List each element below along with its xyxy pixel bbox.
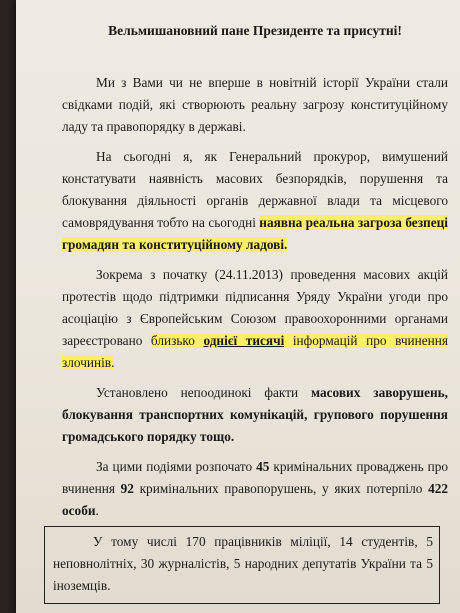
paragraph-4 bbox=[62, 382, 448, 448]
paragraph-2 bbox=[62, 146, 448, 256]
paragraph-4-text: Установлено непоодинокі факти bbox=[96, 385, 312, 400]
paragraph-2-text: На сьогодні я, як Генеральний прокурор, вимушений констатувати наявність масових безпорядків, порушення та блокування діяльності органів державної влади та місцевого самоврядування тобто на сьогодні bbox=[62, 149, 448, 230]
paragraph-3-highlight-a: близько bbox=[150, 333, 204, 348]
boxed-note-text: У тому числі 170 працівників міліції, 14 студентів, 5 неповнолітніх, 30 журналістів, 5 народних депутатів України та 5 іноземців. bbox=[53, 534, 433, 593]
paragraph-5-text-a: За цими подіями розпочато bbox=[96, 459, 257, 474]
paragraph-5-text-d: . bbox=[95, 503, 99, 518]
paragraph-1: Ми з Вами чи не вперше в новітній історії України стали свідками подій, які створюють реальну загрозу конституційному ладу та правопорядку в державі. bbox=[62, 75, 448, 134]
paragraph-3 bbox=[62, 264, 448, 374]
paragraph-5-text-c: кримінальних правопорушень, у яких потерпіло bbox=[133, 481, 429, 496]
document-body bbox=[62, 20, 448, 522]
paragraph-5-number-2: 92 bbox=[120, 481, 134, 496]
paragraph-5-text-b: кримінальних проваджень про вчинення bbox=[62, 459, 448, 496]
paragraph-5-number-1: 45 bbox=[256, 459, 270, 474]
document-page bbox=[16, 0, 460, 613]
paragraph-5-number-3: 422 особи bbox=[62, 481, 449, 518]
paragraph-3-text: Зокрема з початку (24.11.2013) проведення масових акцій протестів щодо підтримки підписання Уряду України угоди про асоціацію з Європейським Союзом правоохоронними органами зареєстровано bbox=[62, 267, 448, 348]
paragraph-5 bbox=[62, 456, 448, 522]
document-title: Вельмишановний пане Президенте та присутні! bbox=[108, 23, 402, 38]
paragraph-3-highlight-b: однієї тисячі bbox=[203, 333, 285, 348]
paragraph-3-highlight-c: інформацій про вчинення злочинів. bbox=[62, 333, 449, 370]
boxed-note bbox=[44, 526, 440, 604]
paragraph-4-bold: масових заворушень, блокування транспортних комунікацій, групового порушення громадського порядку тощо. bbox=[62, 385, 448, 444]
paragraph-2-highlight: наявна реальна загроза безпеці громадян та конституційному ладові. bbox=[62, 215, 448, 252]
